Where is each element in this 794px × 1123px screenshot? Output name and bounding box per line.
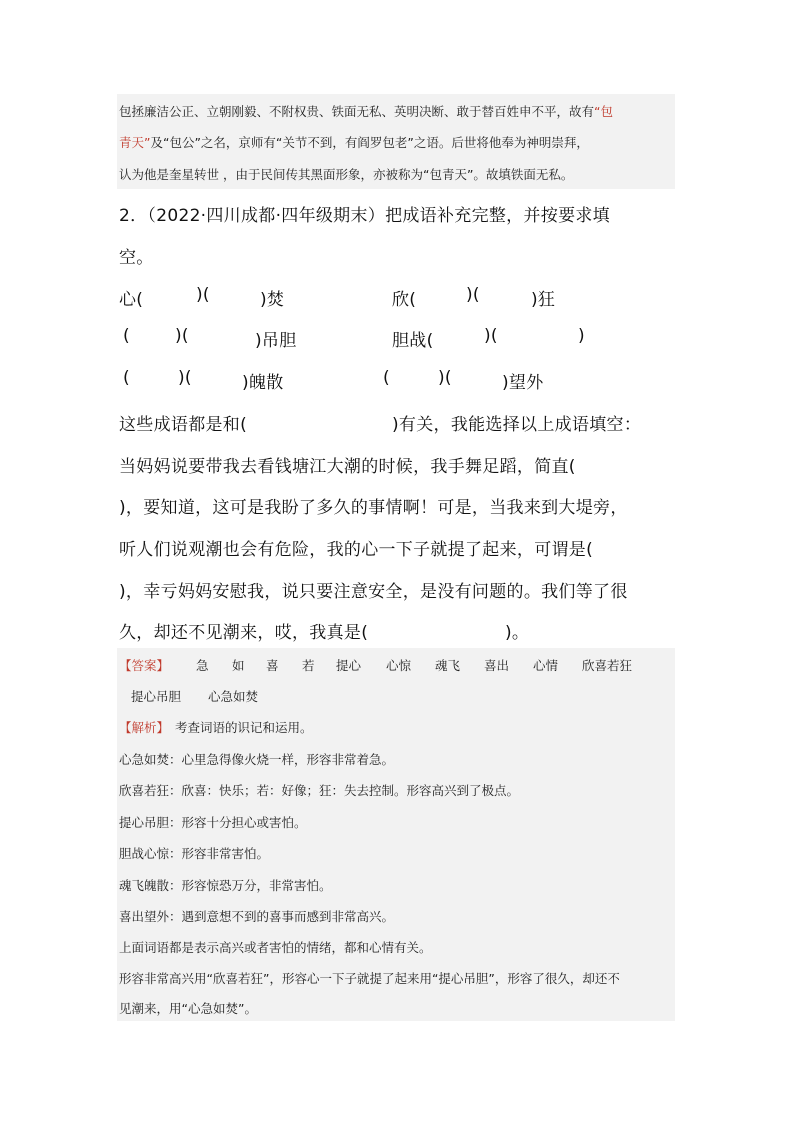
answer-item: 魂飞 — [435, 658, 461, 673]
prev-analysis-line-2: 青天”及“包公”之名，京师有“关节不到，有阎罗包老”之语。后世将他奉为神明崇拜， — [119, 135, 589, 150]
answer-item: 欣喜若狂 — [582, 658, 633, 673]
idiom-4-part-a: 胆战( — [392, 331, 434, 351]
analysis-line-8: 形容非常高兴用“欣喜若狂”，形容心一下子就提了起来用“提心吊胆”，形容了很久，却还不 — [119, 971, 620, 986]
prev-analysis-line-1: 包拯廉洁公正、立朝刚毅、不附权贵、铁面无私、英明决断、敢于替百姓申不平，故有“包 — [119, 104, 613, 119]
analysis-line-7: 上面词语都是表示高兴或者害怕的情绪，都和心情有关。 — [119, 940, 432, 955]
idiom-5-part-a: ( — [123, 368, 130, 388]
answer-item: 如 — [232, 658, 245, 673]
idiom-5-part-b: )( — [178, 368, 192, 388]
question-title-cont: 空。 — [119, 248, 154, 268]
answer-item: 提心 — [336, 658, 362, 673]
idiom-4-part-b: )( — [484, 326, 498, 346]
question-line-7: )，要知道，这可是我盼了多久的事情啊！可是，当我来到大堤旁， — [119, 498, 628, 518]
prev-analysis-line-3: 认为他是奎星转世 ，由于民间传其黑面形象，亦被称为“包青天”。故填铁面无私。 — [119, 167, 574, 182]
answer-item: 喜出 — [484, 658, 510, 673]
analysis-line-5: 魂飞魄散：形容惊恐万分，非常害怕。 — [119, 878, 332, 893]
analysis-line-6: 喜出望外：遇到意想不到的喜事而感到非常高兴。 — [119, 909, 395, 924]
answer-label: 【答案】 — [119, 658, 170, 673]
idiom-3-part-a: ( — [123, 326, 130, 346]
analysis-line-1: 心急如焚：心里急得像火烧一样，形容非常着急。 — [119, 752, 395, 767]
analysis-line-4: 胆战心惊：形容非常害怕。 — [119, 846, 270, 861]
answer-analysis-block — [117, 648, 675, 1021]
idiom-6-part-b: )( — [438, 368, 452, 388]
analysis-line-9: 见潮来，用“心急如焚”。 — [119, 1001, 257, 1016]
idiom-3-part-c: )吊胆 — [255, 331, 297, 351]
idiom-3-part-b: )( — [175, 326, 189, 346]
idiom-2-part-c: )狂 — [531, 290, 556, 310]
idiom-1-part-c: )焚 — [260, 290, 285, 310]
question-line-8: 听人们说观潮也会有危险，我的心一下子就提了起来，可谓是( — [119, 540, 594, 560]
question-line-9: )，幸亏妈妈安慰我，说只要注意安全，是没有问题的。我们等了很 — [119, 582, 628, 602]
answer-item: 喜 — [266, 658, 279, 673]
idiom-6-part-a: ( — [383, 368, 390, 388]
idiom-1-part-b: )( — [196, 285, 210, 305]
answer-item: 心急如焚 — [208, 689, 259, 704]
idiom-6-part-c: )望外 — [502, 373, 544, 393]
analysis-line-2: 欣喜若狂：欣喜：快乐；若：好像；狂：失去控制。形容高兴到了极点。 — [119, 783, 520, 798]
idiom-5-part-c: )魄散 — [242, 373, 284, 393]
answer-item: 心惊 — [386, 658, 412, 673]
question-line-6: 当妈妈说要带我去看钱塘江大潮的时候，我手舞足蹈，简直( — [119, 457, 576, 477]
analysis-line-3: 提心吊胆：形容十分担心或害怕。 — [119, 815, 307, 830]
idiom-1-part-a: 心( — [119, 290, 144, 310]
answer-item: 提心吊胆 — [131, 689, 182, 704]
analysis-intro: 考查词语的识记和运用。 — [175, 720, 313, 735]
answer-item: 急 — [196, 658, 209, 673]
idiom-2-part-b: )( — [466, 285, 480, 305]
question-title: 2．（2022·四川成都·四年级期末）把成语补充完整，并按要求填 — [119, 206, 610, 226]
answer-item: 心情 — [533, 658, 559, 673]
idiom-2-part-a: 欣( — [392, 290, 417, 310]
analysis-label: 【解析】 — [119, 720, 170, 735]
answer-item: 若 — [302, 658, 315, 673]
idiom-4-part-c: ) — [578, 326, 585, 346]
